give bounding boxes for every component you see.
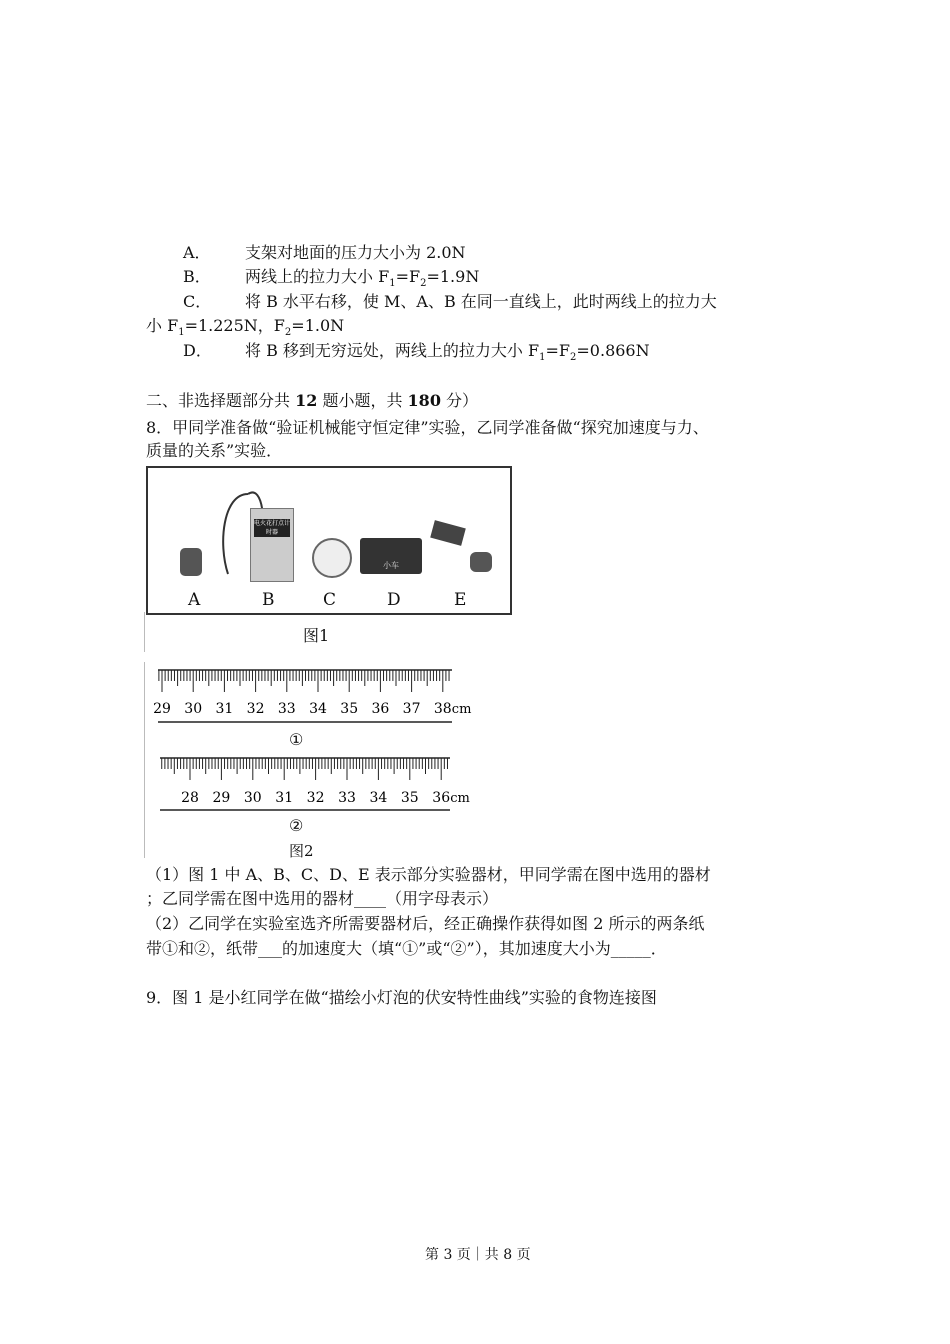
q8-line1: 8．甲同学准备做“验证机械能守恒定律”实验，乙同学准备做“探究加速度与力、: [146, 418, 709, 437]
option-text: 支架对地面的压力大小为 2.0N: [245, 243, 466, 262]
option-text: 将 B 水平右移，使 M、A、B 在同一直线上，此时两线上的拉力大: [245, 292, 717, 311]
label-c: C: [323, 590, 337, 610]
option-letter: A．: [183, 243, 211, 262]
ruler-tick-label: 34: [369, 790, 388, 806]
ruler2-label: ②: [289, 816, 304, 835]
ruler-tick-label: 35: [340, 701, 359, 717]
ruler-tick-label: 30: [184, 701, 203, 717]
ruler-tick-label: 31: [215, 701, 234, 717]
ruler-tick-label: 36: [371, 701, 390, 717]
ruler-unit: cm: [450, 791, 470, 806]
label-a: A: [188, 590, 201, 610]
ruler-tick-label: 29: [212, 790, 231, 806]
ruler-tick-label: 29: [153, 701, 171, 717]
ruler-tick-label: 37: [402, 701, 421, 717]
device-b-timer: 电火花打点计时器: [250, 508, 294, 582]
option-text: 两线上的拉力大小 $F_1=F_2=1.9N$: [245, 267, 480, 290]
q8-part1-line2: ；乙同学需在图中选用的器材____（用字母表示）: [146, 889, 499, 908]
ruler-tick-label: 32: [306, 790, 325, 806]
label-b: B: [262, 590, 275, 610]
ruler-tick-label: 32: [246, 701, 265, 717]
figure-1-caption: 图1: [303, 626, 330, 645]
device-d-cart: 小车: [360, 538, 422, 574]
q8-part1-line1: （1）图 1 中 A、B、C、D、E 表示部分实验器材，甲同学需在图中选用的器材: [146, 865, 711, 884]
ruler-tick-label: 28: [181, 790, 199, 806]
q8-line2: 质量的关系”实验．: [146, 441, 283, 460]
q8-part2-line1: （2）乙同学在实验室选齐所需要器材后，经正确操作获得如图 2 所示的两条纸: [146, 914, 705, 933]
q9-text: 9．图 1 是小红同学在做“描绘小灯泡的伏安特性曲线”实验的食物连接图: [146, 988, 657, 1007]
figure-2-caption: 图2: [289, 842, 314, 860]
ruler-tick-label: 34: [309, 701, 327, 717]
ruler-tick-label: 33: [338, 790, 356, 806]
q8-part2-line2: 带①和②，纸带___的加速度大（填“①”或“②”），其加速度大小为_____．: [146, 939, 667, 958]
ruler-tick-label: 30: [243, 790, 262, 806]
option-text: 将 B 移到无穷远处，两线上的拉力大小 $F_1=F_2=0.866N$: [245, 341, 650, 364]
ruler-tick-label: 36: [432, 790, 451, 806]
ruler-tick-label: 33: [277, 701, 296, 717]
ruler1-label: ①: [289, 730, 304, 749]
option-c-cont: 小 $F_1=1.225N$，$F_2=1.0N$: [146, 316, 345, 339]
section-heading: 二、非选择题部分共 12 题小题，共 180 分）: [146, 391, 479, 410]
ruler-tick-label: 31: [275, 790, 294, 806]
label-e: E: [454, 590, 467, 610]
ruler-tick-label: 35: [400, 790, 419, 806]
label-d: D: [387, 590, 401, 610]
option-letter: C．: [183, 292, 212, 311]
option-letter: B．: [183, 267, 211, 286]
option-letter: D．: [183, 341, 212, 360]
page-footer: 第 3 页｜共 8 页: [425, 1247, 531, 1263]
ruler-unit: cm: [451, 702, 472, 717]
ruler-tick-label: 38: [433, 701, 452, 717]
